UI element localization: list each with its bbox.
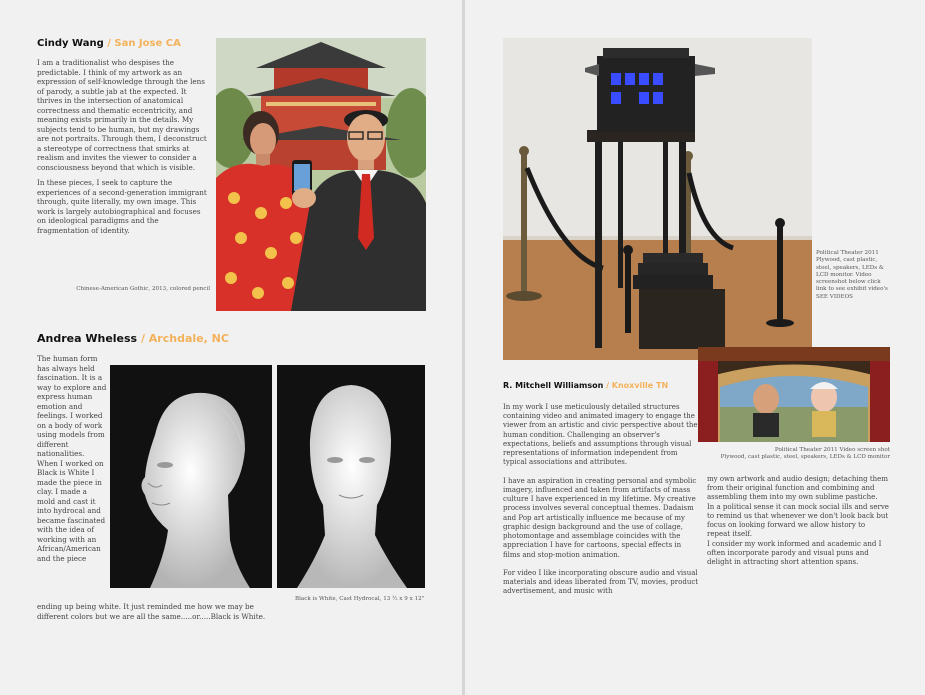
chinese-american-gothic-artwork — [216, 38, 426, 311]
artist-statement-williamson-col2 — [707, 475, 890, 567]
statement-paragraph: my own artwork and audio design; detaching them from their original function and combining and assembling them into my own sublime pastiche. — [707, 475, 888, 502]
black-is-white-sculpture-right — [277, 365, 425, 588]
statement-paragraph: I consider my work informed and academic and I often incorporate parody and visual puns and delight in attracting short attention spans. — [707, 539, 882, 567]
artwork-caption: Chinese-American Gothic, 2013, colored pencil — [76, 286, 210, 292]
artist-location: Archdale, NC — [148, 332, 229, 345]
artist-statement-andrea-wheless — [37, 354, 107, 569]
statement-continued — [37, 602, 277, 627]
artist-separator: / — [103, 38, 115, 49]
artist-separator: / — [603, 381, 612, 390]
artwork-caption: Black is White, Cast Hydrocal, 13 ½ x 9 x 12" — [295, 596, 425, 602]
artist-statement-cindy-wang — [37, 58, 209, 241]
statement-column-text: The human form has always held fascination. It is a way to explore and express human emotion and feelings. I worked on a body of work using models from different nationalities. When I worked on Black is White I made the piece in clay. I made a mold and cast it into hydrocal and became fascinated with the idea of working with an African/American and the piece — [37, 354, 107, 563]
artist-separator: / — [137, 332, 149, 345]
artist-heading-r-mitchell-williamson — [503, 381, 668, 390]
artist-name: Cindy Wang — [37, 38, 104, 49]
artist-name: Andrea Wheless — [37, 332, 138, 345]
political-theater-installation-photo — [503, 38, 812, 360]
statement-paragraph: I have an aspiration in creating personal and symbolic imagery, influenced and taken from artifacts of mass culture I have experienced in my lifetime. My creative process involves several conceptual themes. Dadaism and Pop art artistically influence me because of my graphic design background and the use of collage, photomontage and assemblage coincides with the appreciation I have for cartoons, special effects in films and stop-motion animation. — [503, 476, 697, 559]
artist-heading-andrea-wheless — [37, 332, 229, 345]
caption-line: Plywood, cast plastic, steel, speakers, LEDs & LCD monitor — [720, 454, 890, 461]
statement-paragraph: In my work I use meticulously detailed structures containing video and animated imagery to engage the viewer from an artistic and civic perspective about the human condition. Challenging an observer's expectations, beliefs and assumptions through visual representations of information independent from typical associations and attributes. — [503, 403, 698, 467]
artist-location: Knoxville TN — [611, 381, 669, 390]
statement-paragraph: I am a traditionalist who despises the predictable. I think of my artwork as an expression of self-knowledge through the lens of parody, a subtle jab at the expected. It thrives in the intersection of anatomical correctness and thematic eccentricity, and meaning exists primarily in the details. My subjects tend to be human, but my drawings are not portraits. Through them, I deconstruct a stereotype of correctness that smirks at realism and invites the viewer to consider a consciousness beyond that which is visible. — [37, 58, 207, 172]
statement-paragraph: For video I like incorporating obscure audio and visual materials and ideas liberated from TV, movies, product advertisement, and music with — [503, 568, 699, 596]
caption-text: Political Theater 2011 Plywood, cast plastic, steel, speakers, LEDs & LCD monitor. Video screenshot below click link to see exhibit video's — [816, 250, 888, 293]
black-is-white-sculpture-left — [110, 365, 272, 588]
see-videos-link[interactable]: SEE VIDEOS — [816, 293, 854, 300]
caption-line: Political Theater 2011 Video screen shot — [774, 447, 890, 453]
artist-heading-cindy-wang — [37, 38, 181, 49]
artist-name: R. Mitchell Williamson — [503, 381, 604, 390]
statement-wide-text: ending up being white. It just reminded me how we may be different colors but we are all the same.....or.....Black is White. — [37, 602, 266, 621]
political-theater-video-screenshot[interactable] — [698, 347, 890, 442]
video-caption — [690, 447, 890, 462]
artist-location: San Jose CA — [114, 38, 181, 49]
statement-paragraph: In a political sense it can mock social ills and serve to remind us that whenever we don't look back but focus on looking forward we allow history to repeat itself. — [707, 502, 889, 539]
artist-statement-williamson-col1 — [503, 403, 699, 602]
statement-paragraph: In these pieces, I seek to capture the experiences of a second-generation immigrant through, quite literally, my own image. This work is largely autobiographical and focuses on ideological paradigms and the fragmentation of identity. — [37, 178, 207, 235]
installation-caption — [816, 250, 890, 301]
